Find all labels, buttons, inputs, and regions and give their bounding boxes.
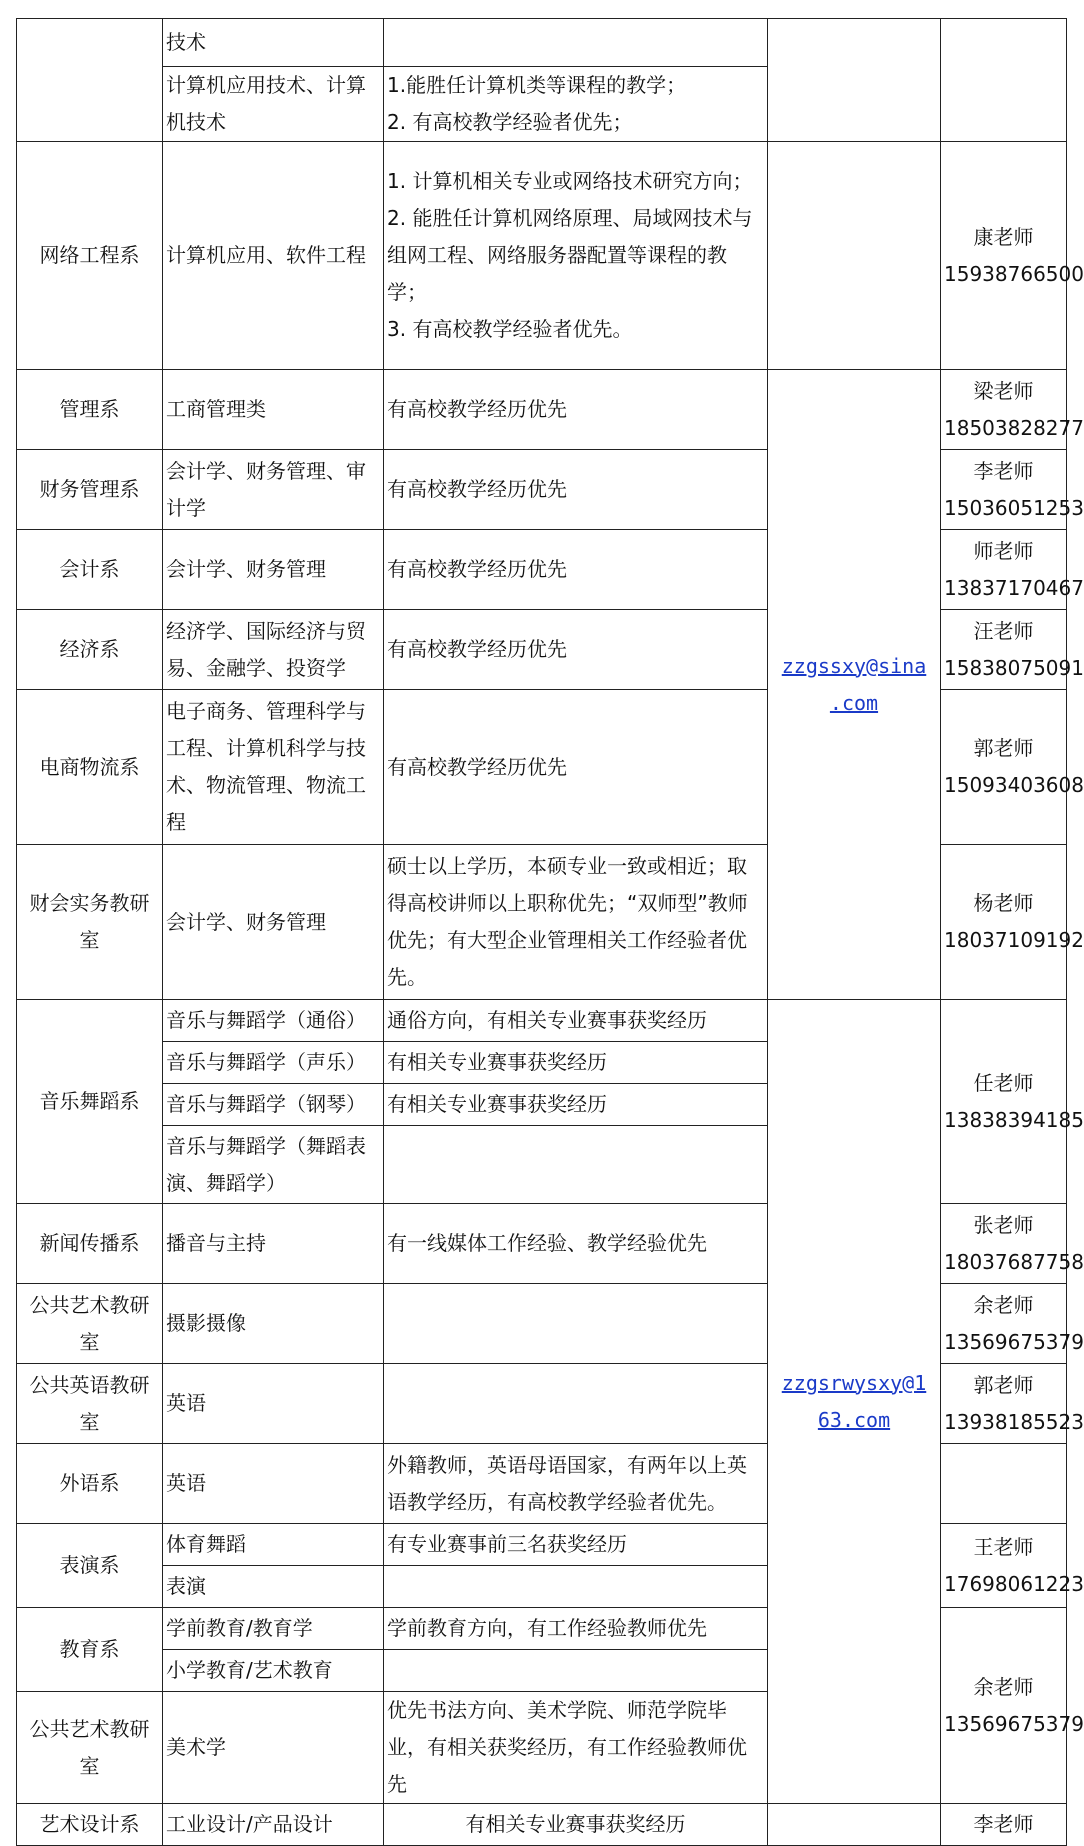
email-cell [768,1804,941,1846]
requirement-cell: 有专业赛事前三名获奖经历 [384,1524,768,1566]
dept-cell: 会计系 [17,530,163,610]
contact-cell [941,1608,1084,1804]
contact-phone: 18503828277 [944,415,1084,440]
requirement-line: 1. 计算机相关专业或网络技术研究方向； [387,169,753,193]
contact-cell [941,610,1084,690]
requirement-line: 3. 有高校教学经验者优先。 [387,317,633,341]
contact-phone: 13569675379 [944,1711,1084,1736]
major-cell: 工商管理类 [163,370,384,450]
major-cell: 美术学 [163,1692,384,1804]
dept-cell: 表演系 [17,1524,163,1608]
requirement-cell: 有高校教学经历优先 [384,690,768,845]
dept-cell: 艺术设计系 [17,1804,163,1846]
contact-name: 任老师 [973,1070,1034,1095]
contact-phone: 13837170467 [944,575,1084,600]
dept-cell: 财务管理系 [17,450,163,530]
email-cell [768,142,941,370]
requirement-line: 2. 能胜任计算机网络原理、局域网技术与组网工程、网络服务器配置等课程的教学； [387,206,753,304]
requirement-cell: 有一线媒体工作经验、教学经验优先 [384,1204,768,1284]
major-cell: 学前教育/教育学 [163,1608,384,1650]
requirement-cell [384,19,768,67]
contact-phone: 17698061223 [944,1571,1084,1596]
major-cell: 电子商务、管理科学与工程、计算机科学与技术、物流管理、物流工程 [163,690,384,845]
contact-name: 梁老师 [973,378,1034,403]
contact-cell [941,142,1084,370]
requirement-cell: 有高校教学经历优先 [384,530,768,610]
major-cell: 音乐与舞蹈学（声乐） [163,1042,384,1084]
major-cell: 会计学、财务管理 [163,845,384,1000]
dept-cell [17,19,163,142]
contact-name: 李老师 [973,1812,1034,1836]
email-link-163[interactable]: zzgsrwysxy@1 63.com [781,1370,927,1432]
requirement-cell: 有高校教学经历优先 [384,370,768,450]
requirement-cell: 外籍教师，英语母语国家，有两年以上英语教学经历，有高校教学经验者优先。 [384,1444,768,1524]
requirement-cell [384,142,768,370]
requirement-cell: 优先书法方向、美术学院、师范学院毕业，有相关获奖经历，有工作经验教师优先 [384,1692,768,1804]
contact-cell [941,1284,1084,1364]
requirement-cell [384,1650,768,1692]
dept-cell: 公共艺术教研室 [17,1284,163,1364]
requirement-cell [384,1364,768,1444]
contact-cell [941,530,1084,610]
email-link-sina[interactable]: zzgssxy@sina .com [781,653,927,715]
contact-phone: 18037109192 [944,928,1084,952]
dept-cell: 管理系 [17,370,163,450]
dept-cell: 公共艺术教研室 [17,1692,163,1804]
dept-cell: 经济系 [17,610,163,690]
contact-cell [941,370,1084,450]
table-row [17,1804,1067,1846]
email-cell [768,19,941,142]
email-cell [768,1000,941,1804]
major-cell: 英语 [163,1364,384,1444]
dept-cell: 电商物流系 [17,690,163,845]
contact-cell [941,1000,1084,1204]
contact-name: 郭老师 [973,1372,1034,1397]
requirement-line: 2. 有高校教学经验者优先； [387,110,633,134]
major-cell: 计算机应用技术、计算机技术 [163,67,384,142]
major-cell: 经济学、国际经济与贸易、金融学、投资学 [163,610,384,690]
contact-phone: 15838075091 [944,655,1084,680]
contact-name: 余老师 [973,1292,1034,1317]
dept-cell: 外语系 [17,1444,163,1524]
contact-phone: 13938185523 [944,1409,1084,1434]
major-cell: 表演 [163,1566,384,1608]
requirement-cell: 通俗方向，有相关专业赛事获奖经历 [384,1000,768,1042]
contact-cell [941,1364,1084,1444]
requirement-cell: 有相关专业赛事获奖经历 [384,1042,768,1084]
dept-cell: 公共英语教研室 [17,1364,163,1444]
contact-cell [941,1444,1067,1524]
requirement-cell [384,1284,768,1364]
contact-cell [941,690,1084,845]
contact-name: 张老师 [973,1212,1034,1237]
requirement-cell: 有相关专业赛事获奖经历 [384,1084,768,1126]
requirement-cell [384,67,768,142]
major-cell: 会计学、财务管理、审计学 [163,450,384,530]
contact-phone: 18037687758 [944,1249,1084,1274]
major-cell: 技术 [163,19,384,67]
dept-cell: 音乐舞蹈系 [17,1000,163,1204]
contact-cell [941,1204,1084,1284]
contact-cell [941,845,1084,1000]
dept-cell: 新闻传播系 [17,1204,163,1284]
contact-name: 郭老师 [973,736,1034,760]
major-cell: 摄影摄像 [163,1284,384,1364]
requirement-cell: 有高校教学经历优先 [384,450,768,530]
table-row [17,19,1067,67]
table-row [17,1000,1067,1042]
contact-phone: 15036051253 [944,495,1084,520]
contact-cell [941,19,1067,142]
major-cell: 播音与主持 [163,1204,384,1284]
contact-name: 王老师 [973,1534,1034,1559]
major-cell: 英语 [163,1444,384,1524]
major-cell: 体育舞蹈 [163,1524,384,1566]
contact-cell [941,1804,1067,1846]
contact-name: 杨老师 [973,891,1034,915]
requirement-cell [384,1126,768,1204]
major-cell: 会计学、财务管理 [163,530,384,610]
dept-cell: 教育系 [17,1608,163,1692]
table-row [17,142,1067,370]
requirement-cell: 硕士以上学历，本硕专业一致或相近；取得高校讲师以上职称优先；“双师型”教师优先；有大型企业管理相关工作经验者优先。 [384,845,768,1000]
dept-cell: 财会实务教研室 [17,845,163,1000]
contact-name: 康老师 [973,224,1034,249]
major-cell: 音乐与舞蹈学（钢琴） [163,1084,384,1126]
requirement-cell: 学前教育方向，有工作经验教师优先 [384,1608,768,1650]
requirement-line: 1.能胜任计算机类等课程的教学； [387,73,687,97]
contact-name: 汪老师 [973,618,1034,643]
recruitment-table [16,18,1084,1846]
contact-phone: 15938766500 [944,261,1084,286]
contact-cell [941,450,1084,530]
contact-phone: 15093403608 [944,773,1084,797]
major-cell: 音乐与舞蹈学（通俗） [163,1000,384,1042]
contact-phone: 13569675379 [944,1329,1084,1354]
major-cell: 计算机应用、软件工程 [163,142,384,370]
major-cell: 小学教育/艺术教育 [163,1650,384,1692]
email-cell [768,370,941,1000]
contact-name: 师老师 [973,538,1034,563]
requirement-cell: 有相关专业赛事获奖经历 [384,1804,768,1846]
contact-phone: 13838394185 [944,1107,1084,1132]
table-row [17,370,1067,450]
major-cell: 工业设计/产品设计 [163,1804,384,1846]
requirement-cell: 有高校教学经历优先 [384,610,768,690]
contact-name: 余老师 [973,1674,1034,1699]
dept-cell: 网络工程系 [17,142,163,370]
contact-name: 李老师 [973,458,1034,483]
major-cell: 音乐与舞蹈学（舞蹈表演、舞蹈学） [163,1126,384,1204]
contact-cell [941,1524,1084,1608]
requirement-cell [384,1566,768,1608]
